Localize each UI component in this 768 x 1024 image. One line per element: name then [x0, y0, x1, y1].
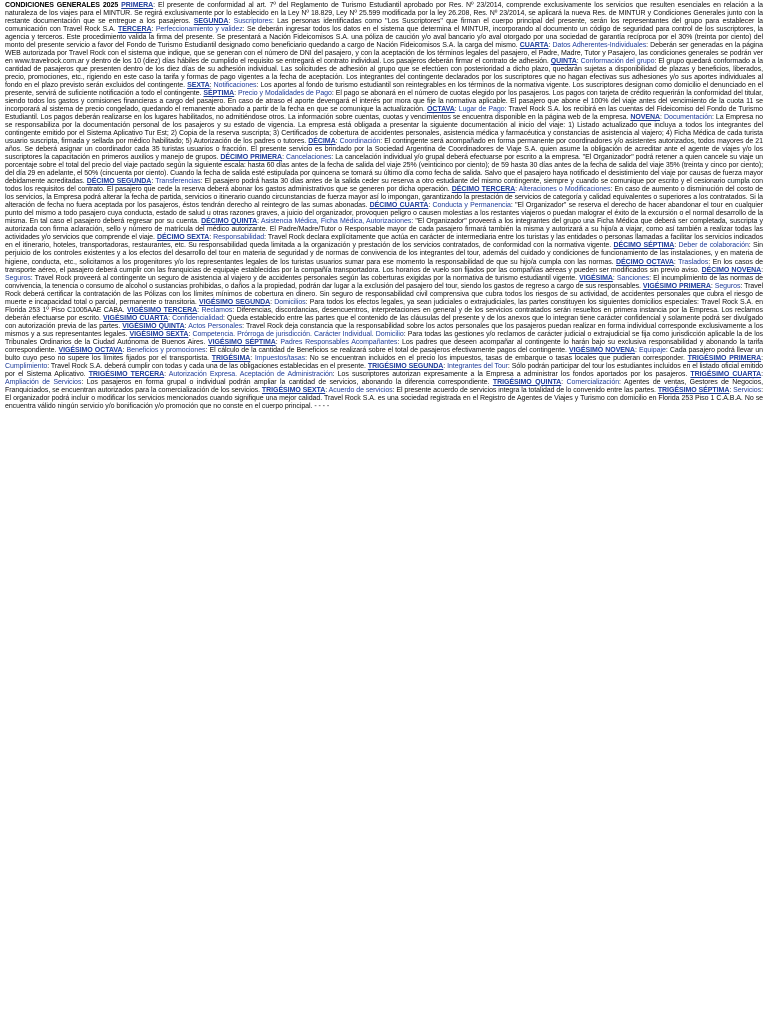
clause-heading: QUINTA	[550, 58, 577, 66]
clause-text: Los pasajeros en forma grupal o individual podrán ampliar la cantidad de servicios, abonando la diferencia correspondiente.	[86, 378, 490, 386]
clause-heading: VIGÉSIMO TERCERA	[127, 306, 198, 314]
clause-heading: TRIGÉSIMO SÉPTIMA	[657, 386, 730, 394]
clause-text: Queda establecido entre las partes que el contenido de las cláusulas del presente y de los anexos que lo integran tiene carácter confidencial y solamente podrá ser divulgado con autorización previa de las partes.	[5, 314, 764, 330]
clause-subject: Actos Personales	[188, 322, 243, 330]
clause-heading: DÉCIMO SÉPTIMA	[613, 242, 675, 250]
clause-text: Cada pasajero podrá llevar un bulto cuyo peso no supere los límites fijados por el transportista.	[5, 346, 764, 362]
clause-subject: Acuerdo de servicios	[328, 386, 393, 394]
clause-heading: DÉCIMO SEGUNDA	[86, 178, 152, 186]
clause-text: La Empresa no se responsabiliza por la documentación personal de los pasajeros y su estado de vigencia. La empresa está obligada a presentar la siguiente documentación al inicio del viaje: 1) Listado actualizado que incluya a todos los integrantes del contingente emitido por el Sistema Aplicativo Tur Est; 2) Copia de la reserva suscripta; 3) Certificados de cobertura de accidentes personales, asistencia médica y farmacéutica y constancias de asistencia al viajero; 4) Ficha Médica de cada turista usuario suscripta, firmada y sellada por médico habilitado; 5) Autorización de los padres o tutores.	[5, 114, 764, 146]
clause-text: El grupo quedará conformado a la cantidad de pasajeros que presenten dentro de los diez días de su adhesión individual. Las solicitudes de adhesión al grupo que se efectúen con posterioridad a dicho plazo, quedarán sujetas a disponibilidad de plazas y beneficios, liberados, precio, promociones, etc., rigiendo en este caso la tarifa y formas de pago vigentes a la fecha de aceptación. Los integrantes del contingente declarados por los suscriptores que no hagan efectivas sus adhesiones y/o sus aportes individuales al fondo en el plazo previsto serán excluidos del contingente.	[5, 58, 763, 90]
clause-heading: TRIGÉSIMO SEXTA	[261, 386, 326, 394]
clause-text: Las personas identificadas como "Los Suscriptores" que firman el cuerpo principal del presente, serán los representantes del grupo para establecer la comunicación con Travel Rock S.A.	[5, 18, 764, 34]
clause-subject: Notificaciones	[213, 82, 257, 90]
clause-subject: Competencia. Prórroga de jurisdicción. Carácter Individual. Domicilio	[192, 330, 404, 338]
clause-text: El contingente será acompañado en forma permanente por coordinadores y/o asistentes autorizados, todos mayores de 21 años. Se deberá asignar un coordinador cada 35 turistas usuarios o fracción. El presente servicio es brindado por la Sociedad Argentina de Coordinadores de Viaje S.A. quien asume la obligación de acreditar ante el agente de viajes y/o los suscriptores la capacitación en primeros auxilios y manejo de grupos.	[5, 138, 763, 162]
clause-text: El pago se abonará en el número de cuotas elegido por los pasajeros. Los pagos con tarjeta de crédito requerirán la conformidad del titular, siendo todos los gastos y comisiones financieras a cargo del pasajero. En caso de atraso el aporte devengará el interés por mora que fije la normativa aplicable. El pasajero que abone el 100% del viaje antes del vencimiento de la cuota 11 se incorporará al sistema de precio congelado, quedando el remanente abonado a partir de la fecha en que se comunique la actualización.	[5, 90, 763, 114]
clause-heading: DÉCIMO OCTAVA	[616, 258, 674, 266]
clause-heading: TRIGÉSIMO QUINTA	[492, 378, 562, 386]
clause-text: Agentes de ventas, Gestores de Negocios, Franquiciados, se encuentran autorizados para la comercialización de los servicios.	[5, 378, 763, 394]
clause-heading: SEGUNDA	[193, 18, 229, 26]
document-page: CONDICIONES GENERALES 2025 PRIMERA: El presente de conformidad al art. 7º del Reglamento de Turismo Estudiantil aprobado por Res. Nº 23/2014, comprende exclusivamente los servicios que resulten esenciales en relación a la naturaleza de los viajes para el MINTUR. Se regirá exclusivamente por lo establecido en la Ley Nº 18.829, Ley Nº 25.599 modificada por la ley 26.208, Res. Nº 23/2014, se aplicará la nueva Res. de MINTUR y Condiciones Generales junto con la restante documentación que se entregue a los pasajeros. SEGUNDA: Suscriptores: Las personas identificadas como "Los Suscriptores" que firman el cuerpo principal del presente, serán los representantes del grupo para establecer la comunicación con Travel Rock S.A. TERCERA: Perfeccionamiento y validez: Se deberán ingresar todos los datos en el sistema que determina el MINTUR, incorporando al documento un código de seguridad para control de los suscriptores, la agencia y terceros. Este procedimiento valida la firma del presente. Se presentará a Nación Fideicomisos S.A. una póliza de caución y/o aval bancario y/o aval otorgado por una sociedad de garantía recíproca por el 30% (treinta por ciento) del monto del presente servicio a favor del Fondo de Turismo Estudiantil designado como beneficiario quedando a cargo de Nación Fideicomisos S.A. la carga del mismo. CUARTA: Datos Adherentes-Individuales: Deberán ser generadas en la página WEB autorizada por Travel Rock con el sistema que indique, que se generan con el número de DNI del pasajero, y con la aceptación de los términos legales del pasajero, el Padre, Madre, Tutor y Pasajero, las condiciones generales se podrán ver en www.travelrock.com.ar y dentro de los 10 (diez) días hábiles de cumplido el requisito se entregará el contrato individual. Los pasajeros deberán firmar el contrato de adhesión. QUINTA: Conformación del grupo: El grupo quedará conformado a la cantidad de pasajeros que presenten dentro de los diez días de su adhesión individual. Las solicitudes de adhesión al grupo que se efectúen con posterioridad a dicho plazo, quedarán sujetas a disponibilidad de plazas y beneficios, liberados, precio, promociones, etc., rigiendo en este caso la tarifa y formas de pago vigentes a la fecha de aceptación. Los integrantes del contingente declarados por los suscriptores que no hagan efectivas sus adhesiones y/o sus aportes individuales al fondo en el plazo previsto serán excluidos del contingente. SEXTA: Notificaciones: Los aportes al fondo de turismo estudiantil son reintegrables en los términos de la normativa vigente. Los suscriptores designan como domicilio el denunciado en el presente, servirá de suficiente notificación a todo el contingente. SÉPTIMA: Precio y Modalidades de Pago: El pago se abonará en el número de cuotas elegido por los pasajeros. Los pagos con tarjeta de crédito requerirán la conformidad del titular, siendo todos los gastos y comisiones financieras a cargo del pasajero. En caso de atraso el aporte devengará el interés por mora que fije la normativa aplicable. El pasajero que abone el 100% del viaje antes del vencimiento de la cuota 11 se incorporará al sistema de precio congelado, quedando el remanente abonado a partir de la fecha en que se comunique la actualización. OCTAVA: Lugar de Pago: Travel Rock S.A. los recibirá en las cuentas del Fideicomiso del Fondo de Turismo Estudiantil. Los pagos deberán realizarse en los lugares habilitados, no admitiéndose otros. La información sobre cuentas, cuotas y vencimientos se encuentra disponible en la página web de la empresa. NOVENA: Documentación: La Empresa no se responsabiliza por la documentación personal de los pasajeros y su estado de vigencia. La empresa está obligada a presentar la siguiente documentación al inicio del viaje: 1) Listado actualizado que incluya a todos los integrantes del contingente emitido por el Sistema Aplicativo Tur Est; 2) Copia de la reserva suscripta; 3) Certificados de cobertura de accidentes personales, asistencia médica y farmacéutica y constancias de asistencia al viajero; 4) Ficha Médica de cada turista usuario suscripta, firmada y sellada por médico habilitado; 5) Autorización de los padres o tutores. DÉCIMA: Coordinación: El contingente será acompañado en forma permanente por coordinadores y/o asistentes autorizados, todos mayores de 21 años. Se deberá asignar un coordinador cada 35 turistas usuarios o fracción. El presente servicio es brindado por la Sociedad Argentina de Coordinadores de Viaje S.A. quien asume la obligación de acreditar ante el agente de viajes y/o los suscriptores la capacitación en primeros auxilios y manejo de grupos. DÉCIMO PRIMERA: Cancelaciones: La cancelación individual y/o grupal deberá efectuarse por escrito a la empresa. "El Organizador" podrá retener a quien cancele su viaje un porcentaje sobre el total del precio del viaje pactado según la siguiente escala: hasta 60 días antes de la fecha de salida del viaje 25% (veinticinco por ciento); de 59 hasta 30 días antes de la fecha de salida del viaje 35% (treinta y cinco por ciento); del día 29 en adelante, el 50% (cincuenta por ciento). Cuando la fecha de salida esté estipulada por quincena se tomará su último día como fecha de salida. Salvo que el pasajero haya notificado el desistimiento del viaje por causas de fuerza mayor debidamente acreditadas. DÉCIMO SEGUNDA: Transferencias: El pasajero podrá hasta 30 días antes de la salida ceder su reserva a otro estudiante del mismo contingente, siempre y cuando se comunique por escrito y el cesionario cumpla con todos los requisitos del contrato. El pasajero que cede la reserva deberá abonar los gastos administrativos que se generen por dicha operación. DÉCIMO TERCERA: Alteraciones o Modificaciones: En caso de aumento o disminución del costo de los servicios, la Empresa podrá alterar la fecha de partida, servicios o itinerario cuando circunstancias de fuerza mayor así lo impongan, garantizando la prestación de servicios de categoría y calidad equivalentes o superiores a los contratados. Si la alteración de fecha no fuera aceptada por los pasajeros, éstos tendrán derecho al reintegro de las sumas abonadas. DÉCIMO CUARTA: Conducta y Permanencia: "El Organizador" se reserva el derecho de hacer abandonar el tour en cualquier punto del mismo a todo pasajero cuya conducta, estado de salud u otras razones graves, a juicio del organizador, provoquen peligro o causen molestias a los restantes viajeros o puedan malograr el éxito de la excursión o el normal desarrollo de la misma. En tal caso el pasajero deberá regresar por su cuenta. DÉCIMO QUINTA: Asistencia Médica, Ficha Médica, Autorizaciones: "El Organizador" proveerá a los integrantes del grupo una Ficha Médica que deberá ser completada, suscripta y autorizada con firma aclaración, sello y número de matrícula del médico autorizante. El Padre/Madre/Tutor o Responsable mayor de cada pasajero firmará también la misma y autorizará a su hijo/a a viajar, como así también a realizar todas las actividades y/o servicios que comprende el viaje. DÉCIMO SEXTA: Responsabilidad: Travel Rock declara explícitamente que actúa en carácter de intermediaria entre los turistas y las entidades o personas llamadas a facilitar los servicios indicados en el itinerario, hoteles, transportadoras, restaurantes, etc. Su responsabilidad queda limitada a la organización y prestación de los servicios contratados, de conformidad con la normativa vigente. DÉCIMO SÉPTIMA: Deber de colaboración: Sin perjuicio de los controles existentes y a los efectos del desarrollo del tour en materia de seguridad y de normas de convivencia de los integrantes del tour, además del cuidado y condiciones de funcionamiento de las instalaciones, y en materia de higiene, conducta, etc., solicitamos a los progenitores y/o los representantes legales de los turistas usuarios sumar para ese momento la responsabilidad de que su hijo/a cumpla con las normas. DÉCIMO OCTAVA: Traslados: En los casos de transporte aéreo, el pasajero deberá cumplir con las franquicias de equipaje establecidas por la compañía transportadora. Los horarios de vuelo son fijados por las compañías aéreas y pueden ser modificados sin previo aviso. DÉCIMO NOVENA: Seguros: Travel Rock proveerá al contingente un seguro de asistencia al viajero y de accidentes personales según las coberturas exigidas por la normativa de turismo estudiantil vigente. VIGÉSIMA: Sanciones: El incumplimiento de las normas de convivencia, la tenencia o consumo de alcohol o sustancias prohibidas, o daños a la propiedad, podrán dar lugar a la exclusión del pasajero del tour, siendo los gastos de regreso a cargo de sus responsables. VIGÉSIMO PRIMERA: Seguros: Travel Rock deberá certificar la contratación de las Pólizas con los límites mínimos de cobertura en dinero. Sin seguro de responsabilidad civil comprensiva que cubra todos los riesgos de su actividad, de accidentes personales que cubra el riesgo de muerte e incapacidad total o parcial, permanente o transitoria. VIGÉSIMO SEGUNDA: Domicilios: Para todos los efectos legales, ya sean judiciales o extrajudiciales, las partes constituyen los siguientes domicilios especiales: Travel Rock S.A. en Florida 253 1º Piso C1005AAE CABA. VIGÉSIMO TERCERA: Reclamos: Diferencias, discordancias, desencuentros, interpretaciones en general y de los servicios contratados serán resueltos en primera instancia por la Empresa. Los reclamos deberán efectuarse por escrito. VIGÉSIMO CUARTA: Confidencialidad: Queda establecido entre las partes que el contenido de las cláusulas del presente y de los anexos que lo integran tiene carácter confidencial y solamente podrá ser divulgado con autorización previa de las partes. VIGÉSIMO QUINTA: Actos Personales: Travel Rock deja constancia que la responsabilidad sobre los actos personales que los pasajeros puedan realizar en forma individual corresponde exclusivamente a los mismos y a sus representantes legales. VIGÉSIMO SEXTA: Competencia. Prórroga de jurisdicción. Carácter Individual. Domicilio: Para todas las gestiones y/o reclamos de carácter judicial o extrajudicial se fija como jurisdicción aplicable la de los Tribunales Ordinarios de la Ciudad Autónoma de Buenos Aires. VIGÉSIMO SÉPTIMA: Padres Responsables Acompañantes: Los padres que deseen acompañar al contingente lo harán bajo su exclusiva responsabilidad y abonando la tarifa correspondiente. VIGÉSIMO OCTAVA: Beneficios y promociones: El cálculo de la cantidad de Beneficios se realizará sobre el total de pasajeros efectivamente pagos del contingente. VIGÉSIMO NOVENA: Equipaje: Cada pasajero podrá llevar un bulto cuyo peso no supere los límites fijados por el transportista. TRIGÉSIMA: Impuestos/tasas: No se encuentran incluidos en el precio los impuestos, tasas de embarque o tasas locales que pudieran corresponder. TRIGÉSIMO PRIMERA: Cumplimiento: Travel Rock S.A. deberá cumplir con todas y cada una de las obligaciones establecidas en el presente. TRIGÉSIMO SEGUNDA: Integrantes del Tour: Sólo podrán participar del tour los estudiantes incluidos en el listado oficial emitido por el Sistema Aplicativo. TRIGÉSIMO TERCERA: Autorización Expresa. Aceptación de Administración: Los suscriptores autorizan expresamente a la Empresa a administrar los fondos aportados por los pasajeros. TRIGÉSIMO CUARTA: Ampliación de Servicios: Los pasajeros en forma grupal o individual podrán ampliar la cantidad de servicios, abonando la diferencia correspondiente. TRIGÉSIMO QUINTA: Comercialización: Agentes de ventas, Gestores de Negocios, Franquiciados, se encuentran autorizados para la comercialización de los servicios. TRIGÉSIMO SEXTA: Acuerdo de servicios: El presente acuerdo de servicios integra la totalidad de lo convenido entre las partes. TRIGÉSIMO SÉPTIMA: Servicios: El organizador podrá incluir o modificar los servicios mencionados cuando signifique una mejor calidad. Travel Rock S.A. es una sociedad registrada en el Registro de Agentes de Viajes y Turismo con domicilio en Florida 253 Piso 1 C.A.B.A. No se encuentra válido ningún servicio y/o bonificación y/o promoción que no conste en el cuerpo principal. - - - -	[5, 2, 764, 410]
clause-text: Travel Rock declara explícitamente que actúa en carácter de intermediaria entre los turistas y las entidades o personas llamadas a facilitar los servicios indicados en el itinerario, hoteles, transportadoras, restaurantes, etc. Su responsabilidad queda limitada a la organización y prestación de los servicios contratados, de conformidad con la normativa vigente.	[5, 234, 764, 250]
clause-heading: VIGÉSIMO PRIMERA	[642, 282, 711, 290]
clause-subject: Traslados	[678, 258, 709, 266]
clause-heading: VIGÉSIMO NOVENA	[568, 346, 635, 354]
clause-text: Para todas las gestiones y/o reclamos de carácter judicial o extrajudicial se fija como jurisdicción aplicable la de los Tribunales Ordinarios de la Ciudad Autónoma de Buenos Aires.	[5, 330, 763, 346]
clause-subject: Transferencias	[155, 178, 201, 186]
document-title: CONDICIONES GENERALES 2025	[5, 2, 119, 9]
clause-heading: DÉCIMO QUINTA	[201, 218, 258, 226]
clause-heading: SÉPTIMA	[203, 90, 235, 98]
clause-subject: Equipaje	[638, 346, 666, 354]
clause-text: Los suscriptores autorizan expresamente a la Empresa a administrar los fondos aportados por los pasajeros.	[337, 370, 688, 378]
intro-text: El presente de conformidad al art. 7º del Reglamento de Turismo Estudiantil aprobado por Res. Nº 23/2014, comprende exclusivamente los servicios que resulten esenciales en relación a la naturaleza de los viajes para el MINTUR. Se regirá exclusivamente por lo establecido en la Ley Nº 18.829, Ley Nº 25.599 modificada por la ley 26.208, Res. Nº 23/2014, se aplicará la nueva Res. de MINTUR y Condiciones Generales junto con la restante documentación que se entregue a los pasajeros.	[5, 2, 763, 26]
clause-subject: Lugar de Pago	[458, 106, 505, 114]
clause-text: El presente acuerdo de servicios integra la totalidad de lo convenido entre las partes.	[396, 386, 656, 394]
clause-subject: Servicios	[733, 386, 762, 394]
clause-heading: TRIGÉSIMO PRIMERA	[687, 354, 762, 362]
clause-heading: VIGÉSIMO CUARTA	[103, 314, 169, 322]
clause-subject: Domicilios	[274, 298, 306, 306]
clause-text: Travel Rock S.A. los recibirá en las cuentas del Fideicomiso del Fondo de Turismo Estudiantil. Los pagos deberán realizarse en los lugares habilitados, no admitiéndose otros. La información sobre cuentas, cuotas y vencimientos se encuentra disponible en la página web de la empresa.	[5, 106, 763, 122]
clause-subject: Comercialización	[566, 378, 620, 386]
clause-heading: DÉCIMO NOVENA	[701, 266, 762, 274]
clause-subject: Beneficios y promociones	[126, 346, 206, 354]
clause-text: Se deberán ingresar todos los datos en el sistema que determina el MINTUR, incorporando al documento un código de seguridad para control de los suscriptores, la agencia y terceros. Este procedimiento valida la firma del presente. Se presentará a Nación Fideicomisos S.A. una póliza de caución y/o aval bancario y/o aval otorgado por una sociedad de garantía recíproca por el 30% (treinta por ciento) del monto del presente servicio a favor del Fondo de Turismo Estudiantil designado como beneficiario quedando a cargo de Nación Fideicomisos S.A. la carga del mismo.	[5, 26, 763, 50]
clause-subject: Conformación del grupo	[580, 58, 655, 66]
clause-subject: Conducta y Permanencia	[432, 202, 511, 210]
clause-heading: NOVENA	[630, 114, 661, 122]
clause-heading: VIGÉSIMO QUINTA	[122, 322, 185, 330]
clause-heading: DÉCIMO PRIMERA	[220, 154, 283, 162]
clause-heading: TERCERA	[117, 26, 152, 34]
clause-subject: Coordinación	[339, 138, 381, 146]
clause-heading: VIGÉSIMO SEGUNDA	[198, 298, 271, 306]
clause-heading: VIGÉSIMA	[579, 274, 613, 282]
clause-heading: TRIGÉSIMA	[211, 354, 251, 362]
clause-text: Para todos los efectos legales, ya sean judiciales o extrajudiciales, las partes constituyen los siguientes domicilios especiales: Travel Rock S.A. en Florida 253 1º Piso C1005AAE CABA.	[5, 298, 763, 314]
clause-subject: Seguros	[5, 274, 31, 282]
clause-heading: VIGÉSIMO SEXTA	[129, 330, 189, 338]
clause-text: Travel Rock deja constancia que la responsabilidad sobre los actos personales que los pasajeros puedan realizar en forma individual corresponde exclusivamente a los mismos y a sus representantes legales.	[5, 322, 763, 338]
clause-text: Sin perjuicio de los controles existentes y a los efectos del desarrollo del tour en materia de seguridad y de normas de convivencia de los integrantes del tour, además del cuidado y condiciones de funcionamiento de las instalaciones, y en materia de higiene, conducta, etc., solicitamos a los progenitores y/o los representantes legales de los turistas usuarios sumar para ese momento la responsabilidad de que su hijo/a cumpla con las normas.	[5, 242, 763, 266]
clause-text: Travel Rock deberá certificar la contratación de las Pólizas con los límites mínimos de cobertura en dinero. Sin seguro de responsabilidad civil comprensiva que cubra todos los riesgos de su actividad, de accidentes personales que cubra el riesgo de muerte e incapacidad total o parcial, permanente o transitoria.	[5, 282, 764, 306]
clause-text: El organizador podrá incluir o modificar los servicios mencionados cuando signifique una mejor calidad. Travel Rock S.A. es una sociedad registrada en el Registro de Agentes de Viajes y Turismo con domicilio en Florida 253 Piso 1 C.A.B.A. No se encuentra válido ningún servicio y/o bonificación y/o promoción que no conste en el cuerpo principal. - - - -	[5, 394, 763, 410]
clause-subject: Reclamos	[201, 306, 233, 314]
clause-subject: Perfeccionamiento y validez	[155, 26, 243, 34]
clause-text: El incumplimiento de las normas de convivencia, la tenencia o consumo de alcohol o sustancias prohibidas, o daños a la propiedad, podrán dar lugar a la exclusión del pasajero del tour, siendo los gastos de regreso a cargo de sus responsables.	[5, 274, 763, 290]
clause-subject: Cumplimiento	[5, 362, 48, 370]
clause-subject: Alteraciones o Modificaciones	[518, 186, 611, 194]
clause-subject: Sanciones	[616, 274, 650, 282]
clause-text: Sólo podrán participar del tour los estudiantes incluidos en el listado oficial emitido por el Sistema Aplicativo.	[5, 362, 764, 378]
clause-text: "El Organizador" proveerá a los integrantes del grupo una Ficha Médica que deberá ser completada, suscripta y autorizada con firma aclaración, sello y número de matrícula del médico autorizante. El Padre/Madre/Tutor o Responsable mayor de cada pasajero firmará también la misma y autorizará a su hijo/a a viajar, como así también a realizar todas las actividades y/o servicios que comprende el viaje.	[5, 218, 764, 242]
clause-text: El cálculo de la cantidad de Beneficios se realizará sobre el total de pasajeros efectivamente pagos del contingente.	[209, 346, 567, 354]
clause-text: Travel Rock S.A. deberá cumplir con todas y cada una de las obligaciones establecidas en el presente.	[50, 362, 366, 370]
clause-subject: Suscriptores	[233, 18, 272, 26]
clause-subject: Confidencialidad	[172, 314, 224, 322]
clause-heading: TRIGÉSIMO TERCERA	[88, 370, 165, 378]
clause-text: Los padres que deseen acompañar al contingente lo harán bajo su exclusiva responsabilidad y abonando la tarifa correspondiente.	[5, 338, 763, 354]
clause-subject: Responsabilidad	[213, 234, 265, 242]
clause-heading: DÉCIMO TERCERA	[451, 186, 516, 194]
clause-heading: TRIGÉSIMO CUARTA	[690, 370, 762, 378]
clause-heading: DÉCIMO SEXTA	[156, 234, 210, 242]
clause-subject: Documentación	[663, 114, 712, 122]
clause-subject: Precio y Modalidades de Pago	[238, 90, 332, 98]
clause-subject: Seguros	[714, 282, 741, 290]
clause-text: "El Organizador" se reserva el derecho de hacer abandonar el tour en cualquier punto del mismo a todo pasajero cuya conducta, estado de salud u otras razones graves, a juicio del organizador, provoquen peligro o causen molestias a los restantes viajeros o puedan malograr el éxito de la excursión o el normal desarrollo de la misma. En tal caso el pasajero deberá regresar por su cuenta.	[5, 202, 764, 226]
clause-subject: Autorización Expresa. Aceptación de Administración	[168, 370, 333, 378]
clause-text: Los aportes al fondo de turismo estudiantil son reintegrables en los términos de la normativa vigente. Los suscriptores designan como domicilio el denunciado en el presente, servirá de suficiente notificación a todo el contingente.	[5, 82, 764, 98]
clause-subject: Deber de colaboración	[678, 242, 749, 250]
clause-subject: Impuestos/tasas	[254, 354, 306, 362]
clause-subject: Padres Responsables Acompañantes	[280, 338, 398, 346]
clause-heading: TRIGÉSIMO SEGUNDA	[367, 362, 444, 370]
clause-text: Deberán ser generadas en la página WEB autorizada por Travel Rock con el sistema que indique, que se generan con el número de DNI del pasajero, y con la aceptación de los términos legales del pasajero, el Padre, Madre, Tutor y Pasajero, las condiciones generales se podrán ver en www.travelrock.com.ar y dentro de los 10 (diez) días hábiles de cumplido el requisito se entregará el contrato individual. Los pasajeros deberán firmar el contrato de adhesión.	[5, 42, 763, 66]
clause-heading: VIGÉSIMO OCTAVA	[58, 346, 123, 354]
clause-text: Travel Rock proveerá al contingente un seguro de asistencia al viajero y de accidentes personales según las coberturas exigidas por la normativa de turismo estudiantil vigente.	[34, 274, 577, 282]
clause-subject: Ampliación de Servicios	[5, 378, 82, 386]
clause-subject: Cancelaciones	[286, 154, 332, 162]
clause-subject: Datos Adherentes-Individuales	[552, 42, 647, 50]
clause-text: No se encuentran incluidos en el precio los impuestos, tasas de embarque o tasas locales que pudieran corresponder.	[309, 354, 685, 362]
clause-heading: DÉCIMO CUARTA	[369, 202, 429, 210]
clause-text: En caso de aumento o disminución del costo de los servicios, la Empresa podrá alterar la fecha de partida, servicios o itinerario cuando circunstancias de fuerza mayor así lo impongan, garantizando la prestación de servicios de categoría y calidad equivalentes o superiores a los contratados. Si la alteración de fecha no fuera aceptada por los pasajeros, éstos tendrán derecho al reintegro de las sumas abonadas.	[5, 186, 763, 210]
clause-subject: Asistencia Médica, Ficha Médica, Autorizaciones	[260, 218, 412, 226]
clause-heading: CUARTA	[519, 42, 549, 50]
clause-heading: VIGÉSIMO SÉPTIMA	[208, 338, 276, 346]
clause-subject: Integrantes del Tour	[447, 362, 508, 370]
clause-text: En los casos de transporte aéreo, el pasajero deberá cumplir con las franquicias de equipaje establecidas por la compañía transportadora. Los horarios de vuelo son fijados por las compañías aéreas y pueden ser modificados sin previo aviso.	[5, 258, 763, 274]
clause-text: El pasajero podrá hasta 30 días antes de la salida ceder su reserva a otro estudiante del mismo contingente, siempre y cuando se comunique por escrito y el cesionario cumpla con todos los requisitos del contrato. El pasajero que cede la reserva deberá abonar los gastos administrativos que se generen por dicha operación.	[5, 178, 763, 194]
clause-heading: SEXTA	[187, 82, 210, 90]
clause-heading: OCTAVA	[427, 106, 455, 114]
clause-heading: PRIMERA	[121, 2, 154, 9]
clause-text: Diferencias, discordancias, desencuentros, interpretaciones en general y de los servicios contratados serán resueltos en primera instancia por la Empresa. Los reclamos deberán efectuarse por escrito.	[5, 306, 763, 322]
clause-heading: DÉCIMA	[308, 138, 336, 146]
clause-text: La cancelación individual y/o grupal deberá efectuarse por escrito a la empresa. "El Organizador" podrá retener a quien cancele su viaje un porcentaje sobre el total del precio del viaje pactado según la siguiente escala: hasta 60 días antes de la fecha de salida del viaje 25% (veinticinco por ciento); de 59 hasta 30 días antes de la fecha de salida del viaje 35% (treinta y cinco por ciento); del día 29 en adelante, el 50% (cincuenta por ciento). Cuando la fecha de salida esté estipulada por quincena se tomará su último día como fecha de salida. Salvo que el pasajero haya notificado el desistimiento del viaje por causas de fuerza mayor debidamente acreditadas.	[5, 154, 764, 186]
